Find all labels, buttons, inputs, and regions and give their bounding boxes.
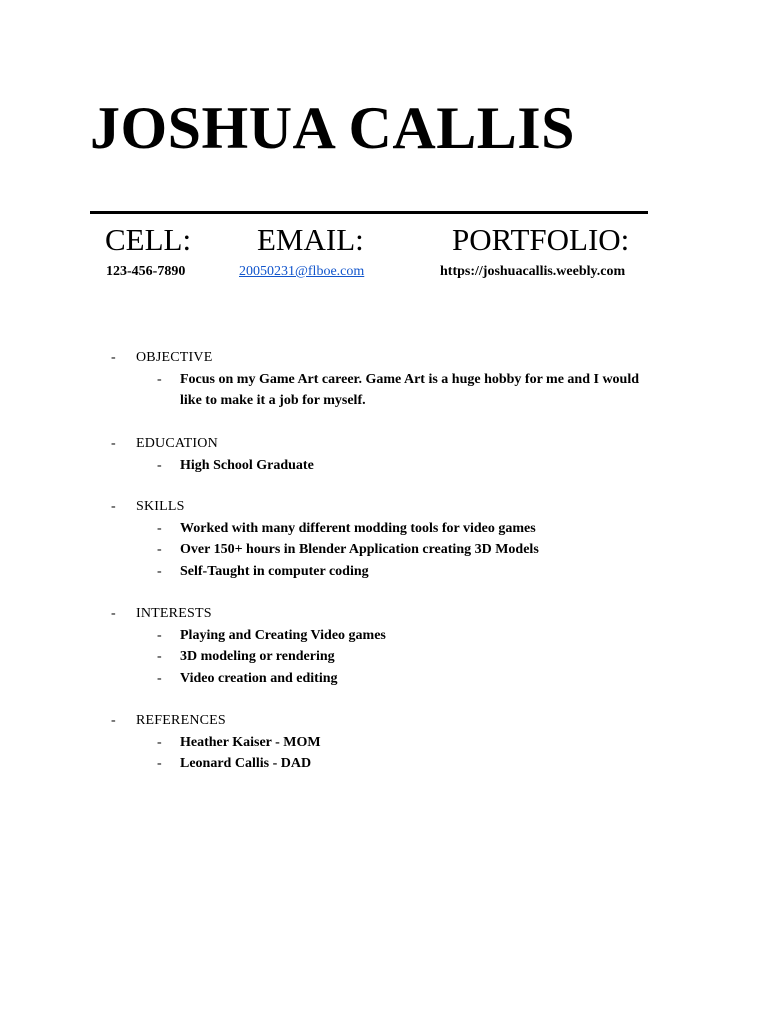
section-bullet: -	[111, 350, 116, 365]
skills-heading: SKILLS	[136, 499, 185, 514]
item-bullet: -	[157, 542, 162, 557]
education-item: High School Graduate	[180, 457, 314, 473]
interests-item: Video creation and editing	[180, 670, 338, 686]
skills-item: Self-Taught in computer coding	[180, 563, 369, 579]
portfolio-label: PORTFOLIO:	[452, 222, 630, 257]
objective-heading: OBJECTIVE	[136, 350, 213, 365]
interests-section	[0, 603, 768, 689]
objective-item: Focus on my Game Art career. Game Art is a huge hobby for me and I would like to make it a job for myself.	[180, 371, 640, 408]
cell-label: CELL:	[105, 222, 192, 257]
item-bullet: -	[157, 457, 162, 473]
education-section	[0, 433, 768, 476]
portfolio-value: https://joshuacallis.weebly.com	[440, 264, 626, 279]
references-item: Leonard Callis - DAD	[180, 756, 312, 771]
references-heading: REFERENCES	[136, 713, 226, 728]
email-label: EMAIL:	[257, 222, 364, 257]
education-heading: EDUCATION	[136, 436, 218, 451]
section-bullet: -	[111, 713, 116, 728]
candidate-name: JOSHUA CALLIS	[90, 95, 575, 161]
item-bullet: -	[157, 649, 162, 664]
skills-item: Over 150+ hours in Blender Application creating 3D Models	[180, 542, 539, 557]
item-bullet: -	[157, 756, 162, 771]
section-bullet: -	[111, 499, 116, 514]
cell-value: 123-456-7890	[106, 264, 186, 279]
item-bullet: -	[157, 627, 162, 643]
item-bullet: -	[157, 520, 162, 536]
references-item: Heather Kaiser - MOM	[180, 734, 321, 750]
item-bullet: -	[157, 670, 162, 686]
interests-item: Playing and Creating Video games	[180, 627, 386, 643]
section-bullet: -	[111, 606, 116, 621]
item-bullet: -	[157, 371, 162, 387]
item-bullet: -	[157, 734, 162, 750]
interests-item: 3D modeling or rendering	[180, 649, 335, 664]
references-section	[0, 710, 768, 775]
objective-section	[0, 347, 768, 412]
skills-section	[0, 496, 768, 582]
header-divider	[90, 211, 648, 214]
email-link[interactable]: 20050231@flboe.com	[239, 264, 365, 279]
skills-item: Worked with many different modding tools for video games	[180, 520, 536, 536]
interests-heading: INTERESTS	[136, 606, 212, 621]
section-bullet: -	[111, 436, 116, 451]
item-bullet: -	[157, 563, 162, 579]
